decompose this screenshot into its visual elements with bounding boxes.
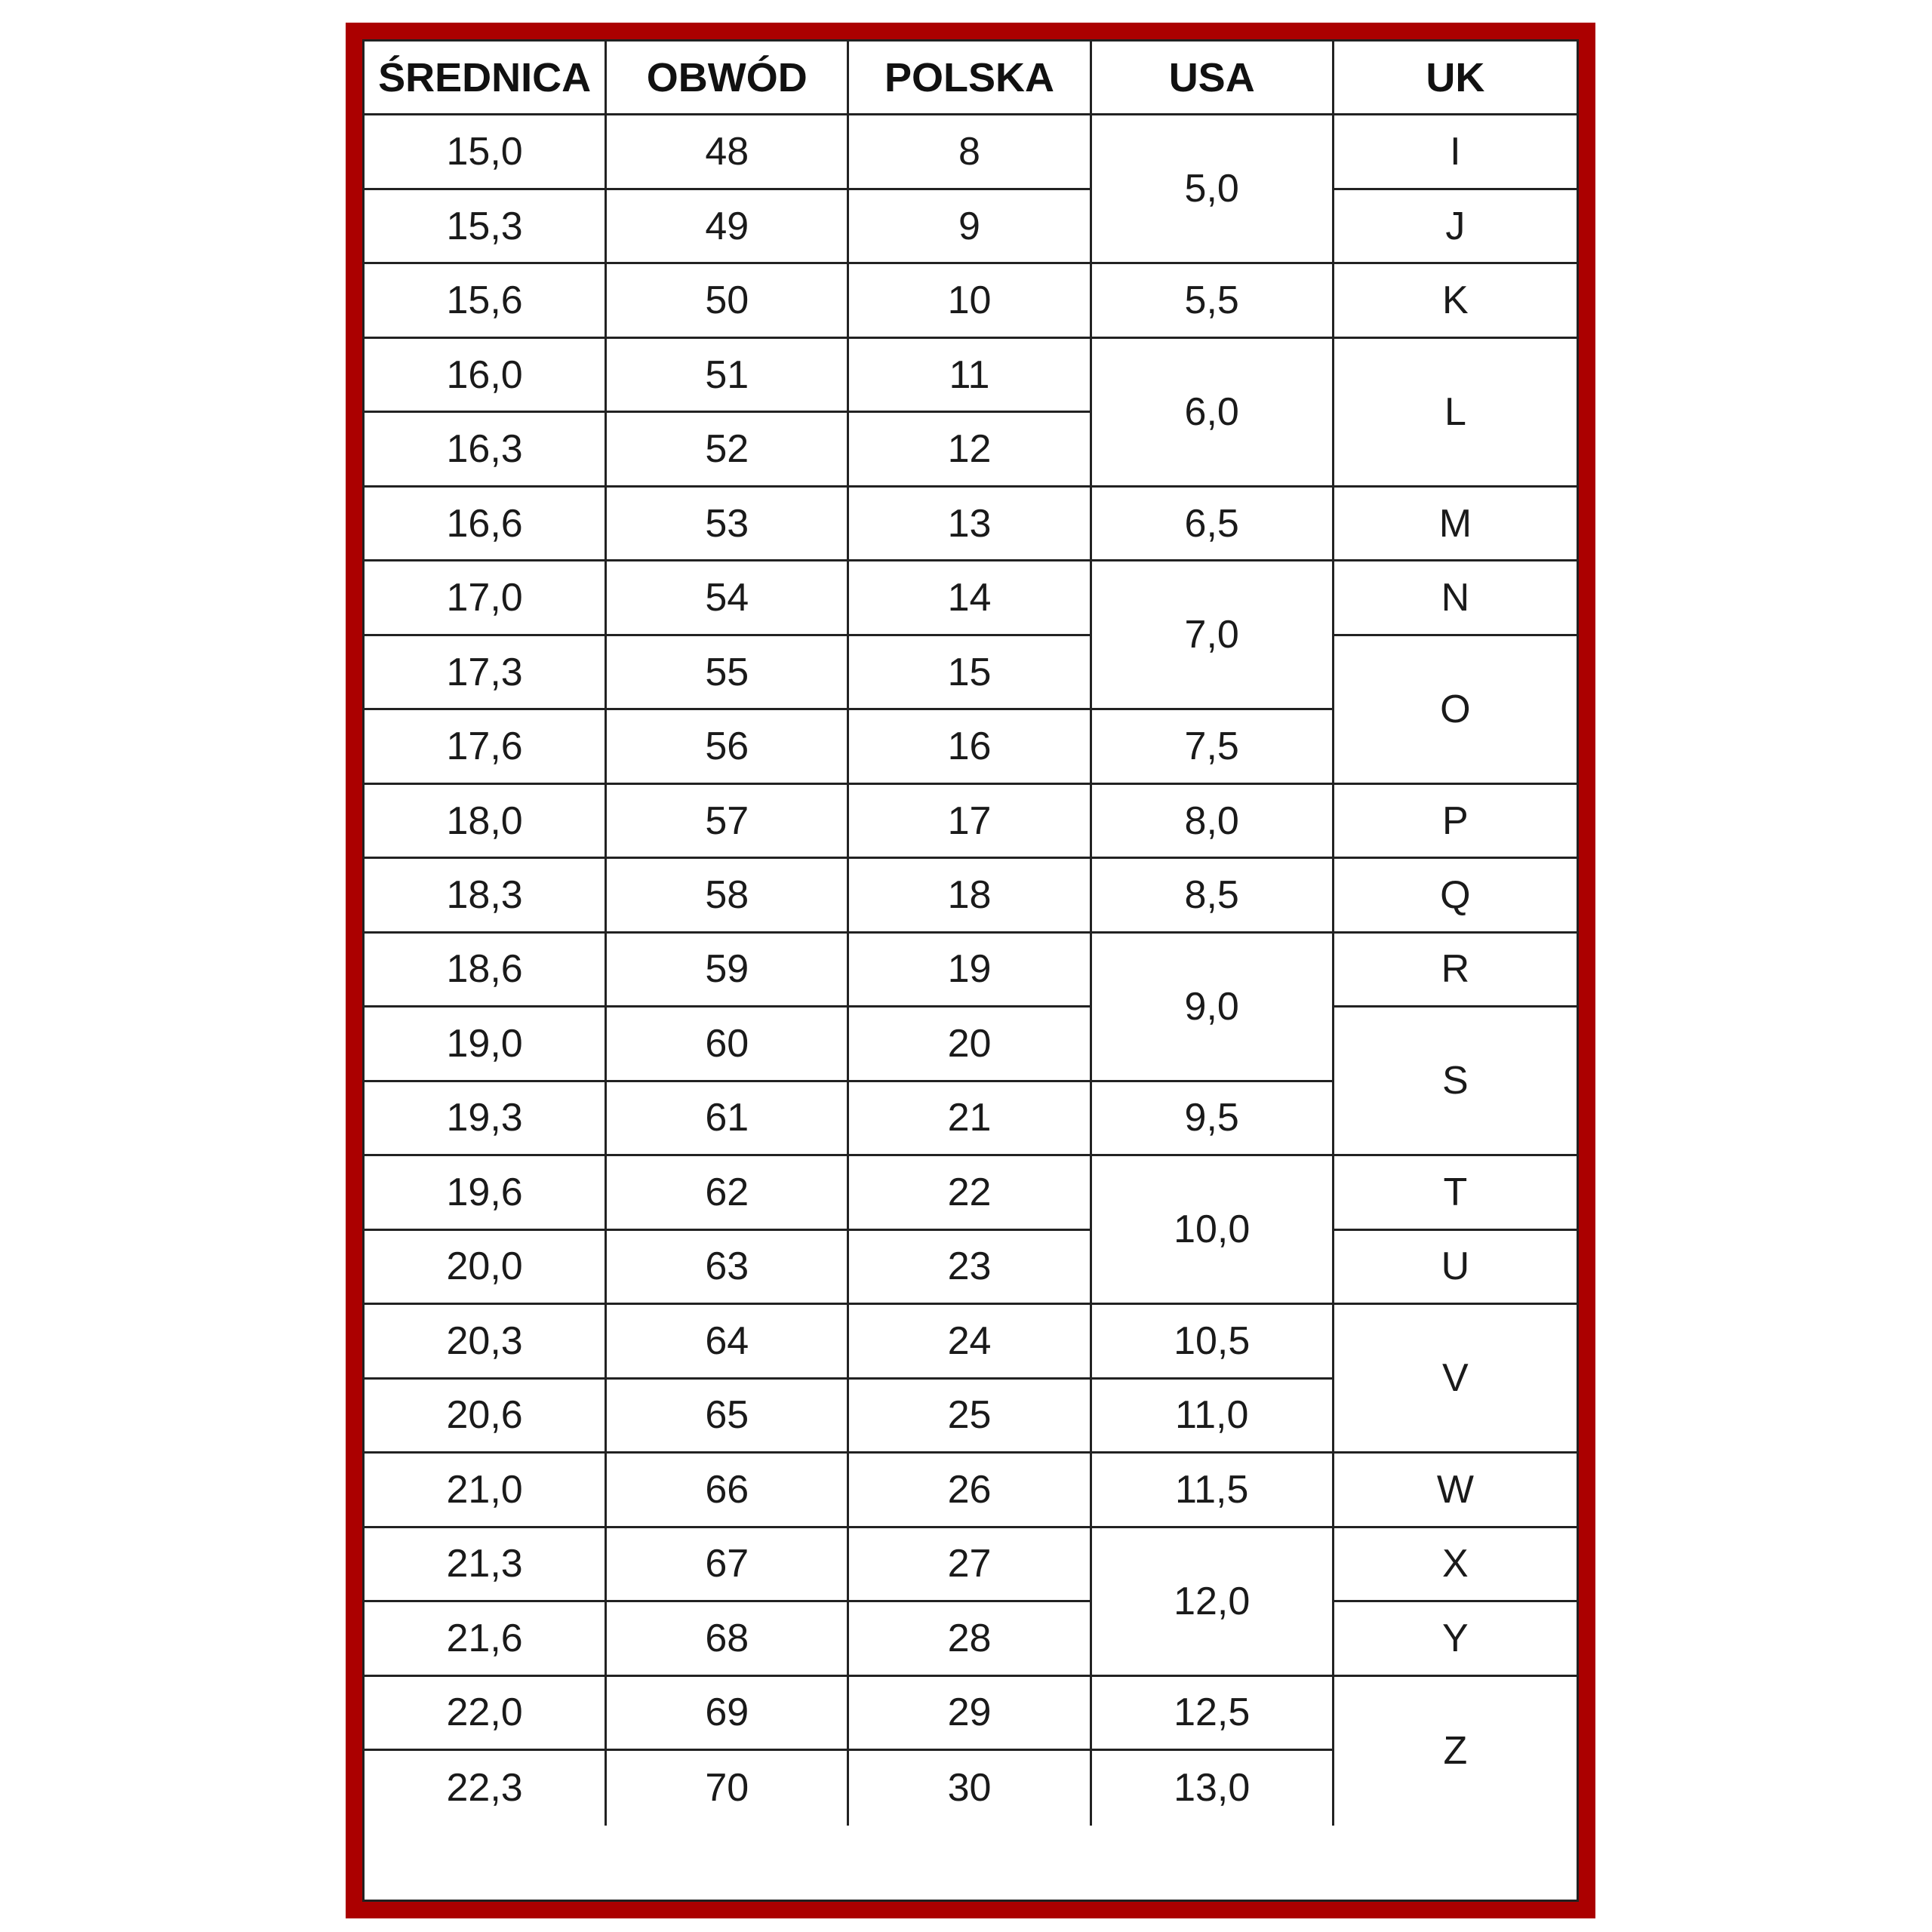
cell-obwod: 68 bbox=[607, 1602, 849, 1676]
cell-usa: 8,5 bbox=[1092, 859, 1334, 933]
cell-polska: 25 bbox=[849, 1380, 1091, 1454]
cell-srednica: 21,6 bbox=[365, 1602, 607, 1676]
cell-usa: 11,0 bbox=[1092, 1380, 1334, 1454]
cell-usa: 12,0 bbox=[1092, 1528, 1334, 1677]
cell-usa: 5,0 bbox=[1092, 115, 1334, 264]
cell-obwod: 55 bbox=[607, 636, 849, 710]
cell-srednica: 22,0 bbox=[365, 1677, 607, 1751]
cell-obwod: 56 bbox=[607, 710, 849, 784]
cell-uk: P bbox=[1334, 785, 1577, 859]
cell-uk: U bbox=[1334, 1231, 1577, 1305]
cell-polska: 30 bbox=[849, 1751, 1091, 1825]
cell-polska: 20 bbox=[849, 1008, 1091, 1081]
cell-usa: 12,5 bbox=[1092, 1677, 1334, 1751]
header-uk: UK bbox=[1334, 42, 1577, 115]
cell-srednica: 16,0 bbox=[365, 339, 607, 413]
cell-obwod: 70 bbox=[607, 1751, 849, 1825]
cell-polska: 11 bbox=[849, 339, 1091, 413]
cell-obwod: 52 bbox=[607, 413, 849, 487]
cell-usa: 10,5 bbox=[1092, 1305, 1334, 1379]
cell-srednica: 20,0 bbox=[365, 1231, 607, 1305]
cell-usa: 10,0 bbox=[1092, 1156, 1334, 1305]
cell-uk: V bbox=[1334, 1305, 1577, 1454]
cell-polska: 23 bbox=[849, 1231, 1091, 1305]
cell-srednica: 19,6 bbox=[365, 1156, 607, 1230]
cell-uk: S bbox=[1334, 1008, 1577, 1156]
cell-polska: 16 bbox=[849, 710, 1091, 784]
cell-usa: 7,5 bbox=[1092, 710, 1334, 784]
cell-obwod: 50 bbox=[607, 264, 849, 338]
cell-srednica: 22,3 bbox=[365, 1751, 607, 1825]
cell-polska: 27 bbox=[849, 1528, 1091, 1602]
header-usa: USA bbox=[1092, 42, 1334, 115]
cell-obwod: 53 bbox=[607, 488, 849, 561]
cell-uk: T bbox=[1334, 1156, 1577, 1230]
cell-usa: 9,5 bbox=[1092, 1082, 1334, 1156]
cell-uk: K bbox=[1334, 264, 1577, 338]
cell-srednica: 21,3 bbox=[365, 1528, 607, 1602]
cell-polska: 22 bbox=[849, 1156, 1091, 1230]
cell-uk: R bbox=[1334, 934, 1577, 1008]
cell-srednica: 15,0 bbox=[365, 115, 607, 189]
cell-uk: J bbox=[1334, 190, 1577, 264]
header-polska: POLSKA bbox=[849, 42, 1091, 115]
cell-obwod: 61 bbox=[607, 1082, 849, 1156]
cell-srednica: 15,3 bbox=[365, 190, 607, 264]
cell-obwod: 54 bbox=[607, 561, 849, 635]
cell-obwod: 48 bbox=[607, 115, 849, 189]
cell-obwod: 58 bbox=[607, 859, 849, 933]
cell-obwod: 59 bbox=[607, 934, 849, 1008]
cell-uk: W bbox=[1334, 1454, 1577, 1527]
cell-polska: 24 bbox=[849, 1305, 1091, 1379]
cell-usa: 7,0 bbox=[1092, 561, 1334, 710]
cell-obwod: 62 bbox=[607, 1156, 849, 1230]
cell-polska: 29 bbox=[849, 1677, 1091, 1751]
cell-usa: 9,0 bbox=[1092, 934, 1334, 1082]
cell-srednica: 17,3 bbox=[365, 636, 607, 710]
cell-uk: O bbox=[1334, 636, 1577, 785]
cell-usa: 8,0 bbox=[1092, 785, 1334, 859]
cell-polska: 21 bbox=[849, 1082, 1091, 1156]
cell-obwod: 69 bbox=[607, 1677, 849, 1751]
cell-srednica: 18,3 bbox=[365, 859, 607, 933]
cell-obwod: 49 bbox=[607, 190, 849, 264]
header-srednica: ŚREDNICA bbox=[365, 42, 607, 115]
ring-size-table bbox=[362, 39, 1579, 1902]
cell-srednica: 18,0 bbox=[365, 785, 607, 859]
cell-polska: 13 bbox=[849, 488, 1091, 561]
cell-obwod: 57 bbox=[607, 785, 849, 859]
cell-srednica: 16,3 bbox=[365, 413, 607, 487]
cell-polska: 18 bbox=[849, 859, 1091, 933]
cell-polska: 17 bbox=[849, 785, 1091, 859]
cell-polska: 28 bbox=[849, 1602, 1091, 1676]
cell-uk: L bbox=[1334, 339, 1577, 488]
cell-usa: 6,0 bbox=[1092, 339, 1334, 488]
cell-srednica: 17,6 bbox=[365, 710, 607, 784]
cell-polska: 9 bbox=[849, 190, 1091, 264]
cell-uk: M bbox=[1334, 488, 1577, 561]
cell-srednica: 19,0 bbox=[365, 1008, 607, 1081]
cell-uk: Y bbox=[1334, 1602, 1577, 1676]
cell-srednica: 21,0 bbox=[365, 1454, 607, 1527]
cell-srednica: 16,6 bbox=[365, 488, 607, 561]
cell-uk: Q bbox=[1334, 859, 1577, 933]
cell-srednica: 19,3 bbox=[365, 1082, 607, 1156]
cell-usa: 6,5 bbox=[1092, 488, 1334, 561]
cell-obwod: 51 bbox=[607, 339, 849, 413]
cell-srednica: 20,3 bbox=[365, 1305, 607, 1379]
cell-polska: 10 bbox=[849, 264, 1091, 338]
cell-polska: 19 bbox=[849, 934, 1091, 1008]
cell-srednica: 20,6 bbox=[365, 1380, 607, 1454]
cell-obwod: 67 bbox=[607, 1528, 849, 1602]
cell-srednica: 18,6 bbox=[365, 934, 607, 1008]
cell-obwod: 64 bbox=[607, 1305, 849, 1379]
cell-usa: 11,5 bbox=[1092, 1454, 1334, 1527]
cell-polska: 8 bbox=[849, 115, 1091, 189]
cell-usa: 5,5 bbox=[1092, 264, 1334, 338]
cell-obwod: 63 bbox=[607, 1231, 849, 1305]
cell-obwod: 65 bbox=[607, 1380, 849, 1454]
cell-polska: 14 bbox=[849, 561, 1091, 635]
cell-obwod: 60 bbox=[607, 1008, 849, 1081]
cell-uk: N bbox=[1334, 561, 1577, 635]
cell-polska: 15 bbox=[849, 636, 1091, 710]
cell-polska: 26 bbox=[849, 1454, 1091, 1527]
cell-obwod: 66 bbox=[607, 1454, 849, 1527]
cell-uk: Z bbox=[1443, 1729, 1468, 1774]
cell-usa: 13,0 bbox=[1092, 1751, 1334, 1825]
header-obwod: OBWÓD bbox=[607, 42, 849, 115]
cell-uk: X bbox=[1334, 1528, 1577, 1602]
cell-srednica: 15,6 bbox=[365, 264, 607, 338]
cell-uk: I bbox=[1334, 115, 1577, 189]
cell-polska: 12 bbox=[849, 413, 1091, 487]
cell-srednica: 17,0 bbox=[365, 561, 607, 635]
